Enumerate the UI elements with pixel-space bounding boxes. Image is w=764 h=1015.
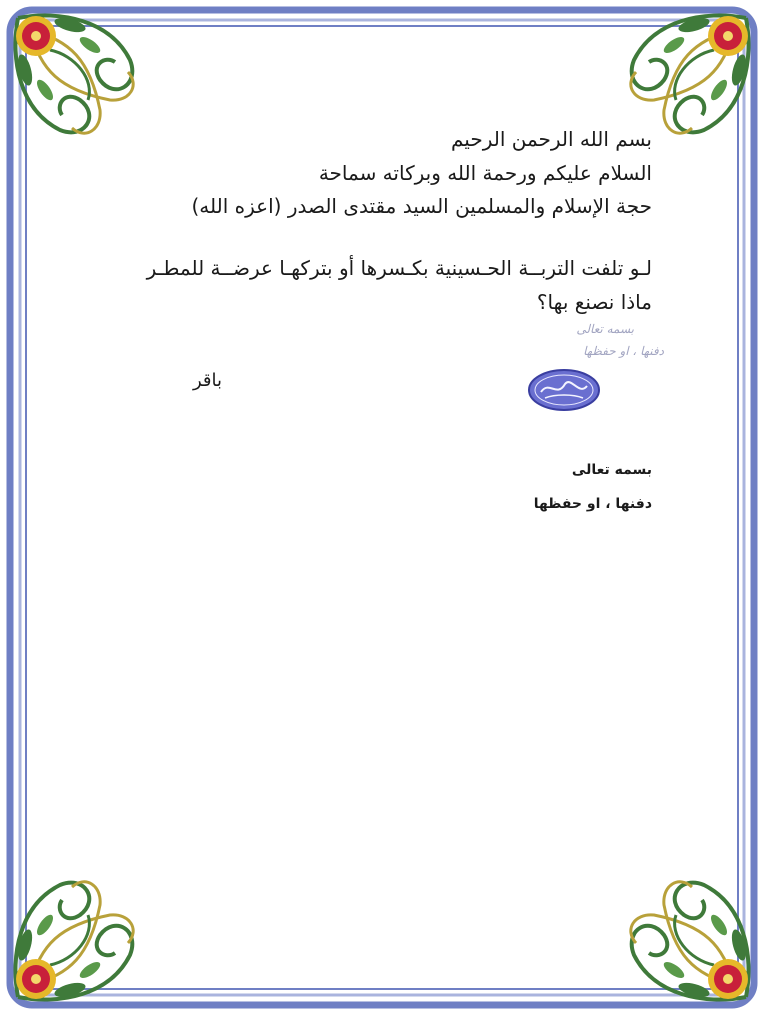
handwritten-line-1: بسمه تعالى bbox=[576, 322, 634, 336]
answer-text: دفنها ، او حفظها bbox=[533, 496, 652, 512]
greeting-line-2: السلام عليكم ورحمة الله وبركاته سماحة bbox=[318, 161, 652, 185]
greeting-line-3: حجة الإسلام والمسلمين السيد مقتدى الصدر (اعزه الله) bbox=[191, 194, 652, 218]
question-line-2: ماذا نصنع بها؟ bbox=[536, 290, 652, 314]
seal-stamp bbox=[527, 368, 601, 412]
handwritten-line-2: دفنها ، او حفظها bbox=[583, 344, 664, 358]
answer-heading: بسمه تعالى bbox=[571, 462, 652, 478]
question-line-1: لـو تلفت التربــة الحـسينية بكـسرها أو بتركهـا عرضــة للمطـر bbox=[146, 256, 652, 280]
greeting-line-1: بسم الله الرحمن الرحيم bbox=[450, 127, 652, 151]
signature: باقر bbox=[192, 370, 222, 391]
